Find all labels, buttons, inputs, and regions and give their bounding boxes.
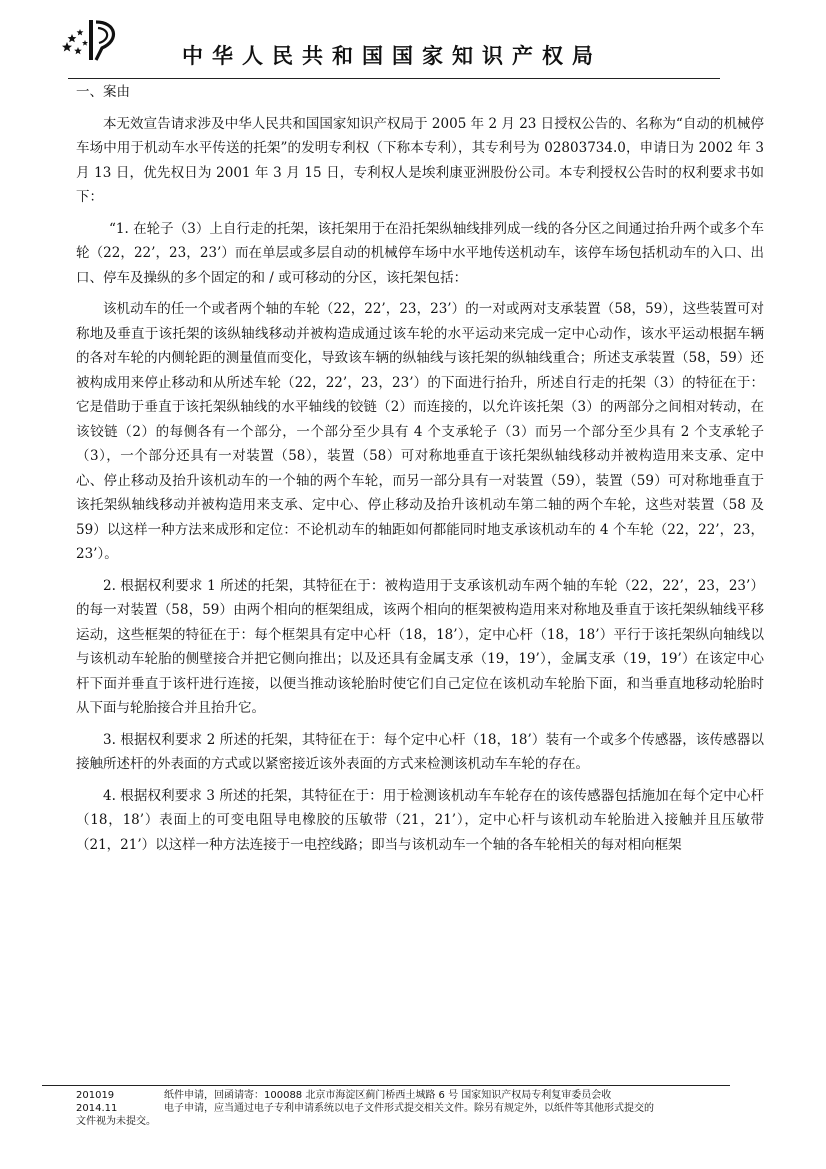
page-header-title: 中华人民共和国国家知识产权局 xyxy=(182,44,602,68)
document-body xyxy=(76,80,764,864)
paragraph-claim-1: “1. 在轮子（3）上自行走的托架，该托架用于在沿托架纵轴线排列成一线的各分区之间通过抬升两个或多个车轮（22，22’，23，23’）而在单层或多层自动的机械停车场中水平地传送机动车，该停车场包括机动车的入口、出口、停车及操纵的多个固定的和 / 或可移动的分区，该托架包括： xyxy=(76,220,764,286)
footer-mail-notice: 纸件申请，回函请寄：100088 北京市海淀区蓟门桥西土城路 6 号 国家知识产权局专利复审委员会收 xyxy=(164,1090,612,1101)
footer-form-code: 201019 xyxy=(76,1090,115,1101)
footer-divider xyxy=(42,1085,730,1086)
header-divider xyxy=(68,78,720,79)
footer-electronic-notice: 电子申请，应当通过电子专利申请系统以电子文件形式提交相关文件。除另有规定外，以纸件等其他形式提交的 xyxy=(164,1103,654,1114)
section-heading: 一、案由 xyxy=(76,84,130,100)
page-footer xyxy=(76,1089,776,1128)
paragraph-intro: 本无效宣告请求涉及中华人民共和国国家知识产权局于 2005 年 2 月 23 日授权公告的、名称为“自动的机械停车场中用于机动车水平传送的托架”的发明专利权（下称本专利），其专利号为 02803734.0，申请日为 2002 年 3 月 13 日，优先权日为 2001 年 3 月 15 日，专利权人是埃利康亚洲股份公司。本专利授权公告时的权利要求书如下： xyxy=(76,115,764,205)
paragraph-claim-1-body: 该机动车的任一个或者两个轴的车轮（22，22’，23，23’）的一对或两对支承装置（58，59），这些装置可对称地及垂直于该托架的该纵轴线移动并被构造成通过该车轮的水平运动来完成一定中心动作，该水平运动根据车辆的各对车轮的内侧轮距的测量值而变化，导致该车辆的纵轴线与该托架的纵轴线重合；所述支承装置（58，59）还被构成用来停止移动和从所述车轮（22，22’，23，23’）的下面进行抬升，所述自行走的托架（3）的特征在于：它是借助于垂直于该托架纵轴线的水平轴线的铰链（2）而连接的，以允许该托架（3）的两部分之间相对转动，在该铰链（2）的每侧各有一个部分，一个部分至少具有 4 个支承轮子（3）而另一个部分至少具有 2 个支承轮子（3），一个部分还具有一对装置（58），装置（58）可对称地垂直于该托架纵轴线移动并被构造用来支承、定中心、停止移动及抬升该机动车的一个轴的两个车轮，而另一部分具有一对装置（59），装置（59）可对称地垂直于该托架纵轴线移动并被构造用来支承、定中心、停止移动及抬升该机动车第二轴的两个车轮，这些对装置（58 及 59）以这样一种方法来成形和定位：不论机动车的轴距如何都能同时地支承该机动车的 4 个车轮（22，22’，23，23’）。 xyxy=(76,301,764,562)
paragraph-claim-2: 2. 根据权利要求 1 所述的托架，其特征在于：被构造用于支承该机动车两个轴的车轮（22，22’，23，23’）的每一对装置（58，59）由两个相向的框架组成，该两个相向的框架被构造用来对称地及垂直于该托架纵轴线平移运动，这些框架的特征在于：每个框架具有定中心杆（18，18’），定中心杆（18，18’）平行于该托架纵向轴线以与该机动车轮胎的侧壁接合并把它侧向推出；以及还具有金属支承（19，19’），金属支承（19，19’）在该定中心杆下面并垂直于该杆进行连接，以便当推动该轮胎时使它们自己定位在该机动车轮胎下面，和当垂直地移动轮胎时从下面与轮胎接合并且抬升它。 xyxy=(76,577,764,716)
footer-form-version: 2014.11 xyxy=(76,1103,118,1114)
paragraph-claim-4: 4. 根据权利要求 3 所述的托架，其特征在于：用于检测该机动车车轮存在的该传感器包括施加在每个定中心杆（18，18’）表面上的可变电阻导电橡胶的压敏带（21，21’），定中心杆与该机动车轮胎进入接触并且压敏带（21，21’）以这样一种方法连接于一电控线路；即当与该机动车一个轴的各车轮相关的每对相向框架 xyxy=(76,787,764,853)
footer-notice-continuation: 文件视为未提交。 xyxy=(76,1116,156,1127)
paragraph-claim-3: 3. 根据权利要求 2 所述的托架，其特征在于：每个定中心杆（18，18’）装有一个或多个传感器，该传感器以接触所述杆的外表面的方式或以紧密接近该外表面的方式来检测该机动车车轮的存在。 xyxy=(76,731,764,772)
sipo-logo xyxy=(58,14,124,64)
